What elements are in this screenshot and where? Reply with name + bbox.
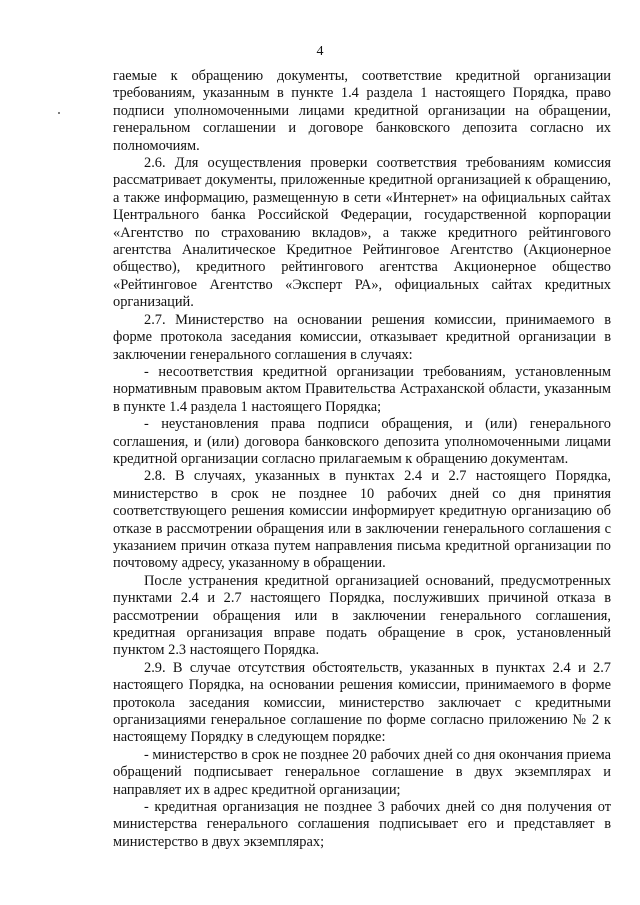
paragraph-2-9: 2.9. В случае отсутствия обстоятельств, указанных в пунктах 2.4 и 2.7 настоящего Порядка, на основании решения комиссии, принимаемого в форме протокола заседания комиссии, министерство заключает с кредитными организациями генеральное соглашение по форме согласно приложению № 2 к настоящему Порядку в следующем порядке: bbox=[113, 659, 611, 746]
list-item-nonconformity: - несоответствия кредитной организации требованиям, установленным нормативным правовым актом Правительства Астраханской области, указанным в пункте 1.4 раздела 1 настоящего Порядка; bbox=[113, 363, 611, 415]
margin-mark bbox=[58, 112, 60, 114]
paragraph-2-6: 2.6. Для осуществления проверки соответствия требованиям комиссия рассматривает документы, приложенные кредитной организацией к обращению, а также информацию, размещенную в сети «Интернет» на официальных сайтах Центрального банка Российской Федерации, государственной корпорации «Агентство по страхованию вкладов», а также кредитного рейтингового агентства Аналитическое Кредитное Рейтинговое Агентство (Акционерное общество), кредитного рейтингового агентства Акционерное общество «Рейтинговое Агентство «Эксперт РА», официальных сайтах кредитных организаций. bbox=[113, 155, 611, 311]
list-item-signature-rights: - неустановления права подписи обращения, и (или) генерального соглашения, и (или) договора банковского депозита уполномоченными лицами кредитной организации согласно прилагаемым к обращению документам. bbox=[113, 416, 611, 467]
paragraph-2-7: 2.7. Министерство на основании решения комиссии, принимаемого в форме протокола заседания комиссии, отказывает кредитной организации в заключении генерального соглашения в случаях: bbox=[113, 311, 611, 363]
paragraph-continuation: гаемые к обращению документы, соответствие кредитной организации требованиям, указанным в пункте 1.4 раздела 1 настоящего Порядка, право подписи уполномоченными лицами кредитной организации на обращении, генеральном соглашении и договоре банковского депозита согласно их полномочиям. bbox=[113, 68, 611, 154]
page-number: 4 bbox=[316, 44, 324, 59]
list-item-bank-signs: - кредитная организация не позднее 3 рабочих дней со дня получения от министерства генерального соглашения подписывает его и представляет в министерство в двух экземплярах; bbox=[113, 799, 611, 850]
document-body bbox=[113, 68, 611, 851]
paragraph-resubmission: После устранения кредитной организацией оснований, предусмотренных пунктами 2.4 и 2.7 настоящего Порядка, послуживших причиной отказа в рассмотрении обращения или в заключении генерального соглашения, кредитная организация вправе подать обращение в срок, установленный пунктом 2.3 настоящего Порядка. bbox=[113, 572, 611, 659]
list-item-ministry-signs: - министерство в срок не позднее 20 рабочих дней со дня окончания приема обращений подписывает генеральное соглашение в двух экземплярах и направляет их в адрес кредитной организации; bbox=[113, 746, 611, 798]
paragraph-2-8: 2.8. В случаях, указанных в пунктах 2.4 и 2.7 настоящего Порядка, министерство в срок не позднее 10 рабочих дней со дня принятия соответствующего решения комиссии информирует кредитную организацию об отказе в рассмотрении обращения или в заключении генерального соглашения с указанием причин отказа путем направления письма кредитной организации по почтовому адресу, указанному в обращении. bbox=[113, 468, 611, 572]
